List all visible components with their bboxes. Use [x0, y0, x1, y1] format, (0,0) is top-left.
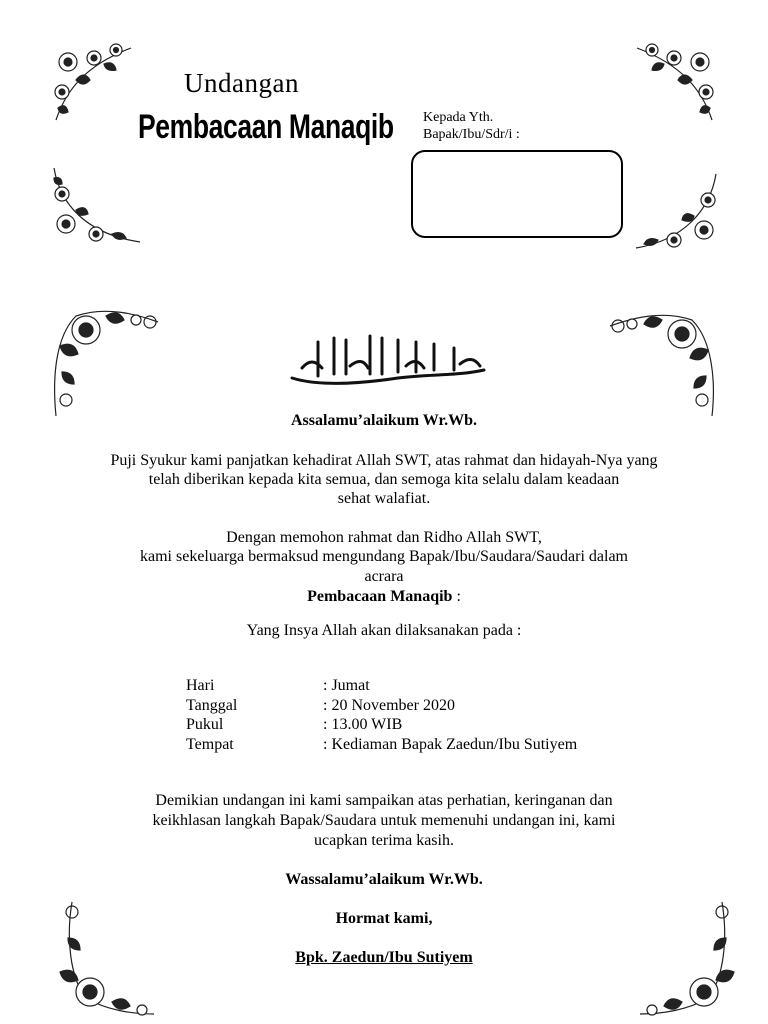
detail-label-time: Pukul: [186, 716, 224, 733]
closing-line-2: keikhlasan langkah Bapak/Saudara untuk memenuhi undangan ini, kami: [152, 812, 616, 829]
event-title: Pembacaan Manaqib: [138, 108, 394, 146]
event-name: Pembacaan Manaqib: [307, 588, 453, 605]
floral-corner-upper-right: [606, 300, 722, 420]
detail-label-date: Tanggal: [186, 697, 238, 714]
bismillah-text: بِسْمِ اللَّهِ الرَّحْمَنِ الرَّحِيمِ: [384, 364, 394, 365]
detail-value-date: : 20 November 2020: [323, 697, 455, 714]
regards: Hormat kami,: [335, 910, 433, 927]
signature: Bpk. Zaedun/Ibu Sutiyem: [295, 949, 473, 966]
invitation-heading: Undangan: [184, 68, 299, 98]
closing-line-1: Demikian undangan ini kami sampaikan atas perhatian, keringanan dan: [155, 792, 613, 809]
paragraph-1-line-1: Puji Syukur kami panjatkan kehadirat Allah SWT, atas rahmat dan hidayah-Nya yang: [110, 452, 658, 469]
address-line-2: Bapak/Ibu/Sdr/i :: [423, 127, 520, 142]
detail-label-day: Hari: [186, 677, 215, 694]
detail-label-place: Tempat: [186, 736, 234, 753]
signature-line: [60, 949, 708, 967]
schedule-intro: Yang Insya Allah akan dilaksanakan pada :: [246, 622, 522, 639]
paragraph-1-line-2: telah diberikan kepada kita semua, dan semoga kita selalu dalam keadaan: [148, 471, 620, 488]
closing-line-3: ucapkan terima kasih.: [314, 832, 454, 849]
farewell: Wassalamu’alaikum Wr.Wb.: [285, 871, 483, 888]
detail-value-place: : Kediaman Bapak Zaedun/Ibu Sutiyem: [323, 736, 578, 753]
floral-ornament-mid-right: [634, 170, 724, 254]
paragraph-2-line-2: kami sekeluarga bermaksud mengundang Bapak/Ibu/Saudara/Saudari dalam: [140, 548, 628, 565]
floral-ornament-mid-left: [46, 164, 142, 248]
floral-ornament-top-right: [632, 40, 722, 126]
recipient-name-box: [411, 150, 623, 238]
floral-corner-upper-left: [46, 296, 162, 420]
detail-value-time: : 13.00 WIB: [323, 716, 403, 733]
floral-ornament-top-left: [46, 40, 136, 126]
paragraph-1-line-3: sehat walafiat.: [337, 490, 431, 507]
paragraph-2-line-1: Dengan memohon rahmat dan Ridho Allah SWT,: [226, 529, 542, 546]
greeting: Assalamu’alaikum Wr.Wb.: [291, 412, 477, 429]
event-name-colon: :: [452, 588, 461, 605]
address-line-1: Kepada Yth.: [423, 110, 494, 125]
bismillah-calligraphy: [278, 328, 500, 390]
paragraph-2-line-3: acrara: [364, 568, 404, 585]
event-name-line: [60, 588, 708, 606]
detail-value-day: : Jumat: [323, 677, 370, 694]
